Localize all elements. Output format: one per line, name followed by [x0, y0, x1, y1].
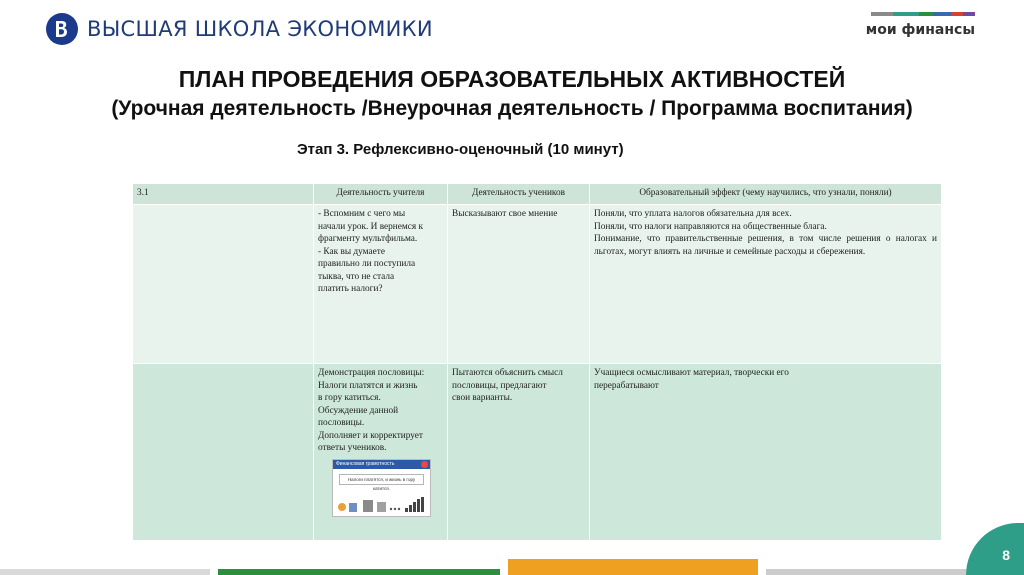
- header-cell-effect: Образовательный эффект (чему научились, что узнали, поняли): [590, 184, 942, 205]
- activity-plan-table: [132, 183, 942, 541]
- page-number-badge: [966, 523, 1024, 575]
- students-activity-cell: Высказывают свое мнение: [448, 205, 590, 364]
- hse-emblem-icon: [46, 13, 78, 45]
- logo-stripes: [871, 12, 975, 16]
- teacher-activity-text: Демонстрация пословицы: Налоги платятся и жизнь в гору катиться. Обсуждение данной пословицы. Дополняет и корректирует ответы учеников.: [318, 368, 425, 453]
- logo-stripe: [951, 12, 963, 16]
- stage-subtitle: Этап 3. Рефлексивно-оценочный (10 минут): [297, 141, 624, 158]
- partner-name: мои финансы: [865, 22, 975, 38]
- logo-stripe: [871, 12, 893, 16]
- hse-name: ВЫСШАЯ ШКОЛА ЭКОНОМИКИ: [87, 17, 433, 41]
- teacher-activity-cell: [314, 364, 448, 541]
- hse-logo: [46, 13, 433, 45]
- footer-bar-3: [508, 559, 758, 575]
- row-number-cell: [133, 364, 314, 541]
- footer-bar-4: [766, 569, 966, 575]
- slide-title: [0, 64, 1024, 124]
- title-line-2: (Урочная деятельность /Внеурочная деятельность / Программа воспитания): [111, 97, 913, 120]
- moi-finansy-logo: [866, 12, 975, 38]
- logo-stripe: [893, 12, 919, 16]
- effect-cell: Учащиеся осмысливают материал, творчески его перерабатывают: [590, 364, 942, 541]
- row-number-cell: [133, 205, 314, 364]
- flag-icon: [421, 461, 428, 468]
- header-cell-number: 3.1: [133, 184, 314, 205]
- thumbnail-header: Финансовая грамотность: [333, 460, 430, 469]
- students-activity-cell: Пытаются объяснить смысл пословицы, предлагают свои варианты.: [448, 364, 590, 541]
- table-header-row: [133, 184, 942, 205]
- footer-bar-1: [0, 569, 210, 575]
- effect-cell: Поняли, что уплата налогов обязательна для всех. Поняли, что налоги направляются на общественные блага. Понимание, что правительственные решения, в том числе решения о налогах и льготах, могут влиять на личные и семейные расходы и сбережения.: [590, 205, 942, 364]
- logo-stripe: [933, 12, 951, 16]
- teacher-activity-cell: - Вспомним с чего мы начали урок. И вернемся к фрагменту мультфильма. - Как вы думаете правильно ли поступила тыква, что не стала платить налоги?: [314, 205, 448, 364]
- proverb-slide-thumbnail: [332, 459, 431, 517]
- header-cell-teacher: Деятельность учителя: [314, 184, 448, 205]
- table-row: [133, 205, 942, 364]
- logo-stripe: [919, 12, 933, 16]
- footer-bar-2: [218, 569, 500, 575]
- header-cell-students: Деятельность учеников: [448, 184, 590, 205]
- table-row: [133, 364, 942, 541]
- logo-stripe: [963, 12, 975, 16]
- title-line-1: ПЛАН ПРОВЕДЕНИЯ ОБРАЗОВАТЕЛЬНЫХ АКТИВНОСТЕЙ: [178, 66, 846, 92]
- thumbnail-proverb: Налоги платятся, и жизнь в гору катится.: [339, 474, 424, 485]
- thumbnail-illustration-icon: [337, 497, 426, 513]
- page-number: 8: [1002, 547, 1010, 563]
